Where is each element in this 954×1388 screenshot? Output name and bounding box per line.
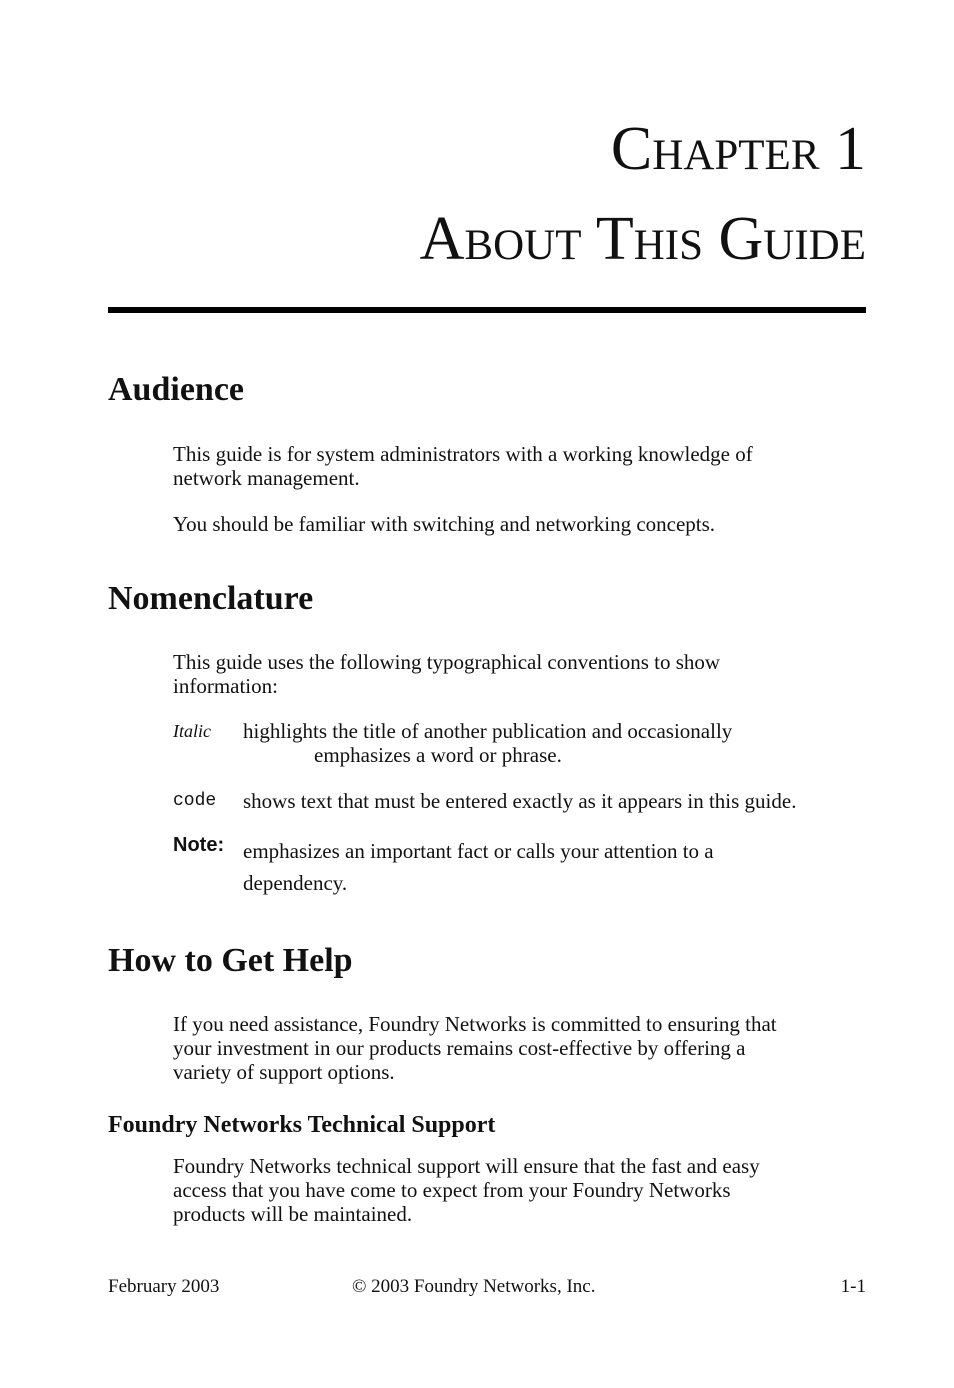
convention-desc-italic-line2: emphasizes a word or phrase.: [314, 743, 562, 767]
convention-desc-note-line2: dependency.: [243, 871, 348, 895]
help-p1-line1: If you need assistance, Foundry Networks is committed to ensuring that: [173, 1012, 777, 1036]
chapter-name: About This Guide: [419, 205, 866, 273]
convention-desc-note-line1: emphasizes an important fact or calls your attention to a: [243, 839, 714, 863]
support-paragraph: [173, 1154, 863, 1226]
nomenclature-intro-line2: information:: [173, 674, 278, 698]
convention-term-note: Note:: [173, 834, 225, 856]
nomenclature-intro-line1: This guide uses the following typographical conventions to show: [173, 650, 721, 674]
convention-term-italic: Italic: [173, 721, 211, 741]
convention-term-code: code: [173, 791, 217, 811]
convention-desc-note: [243, 835, 873, 899]
chapter-number: Chapter 1: [610, 115, 866, 183]
support-p1-line3: products will be maintained.: [173, 1202, 413, 1226]
chapter-divider: [108, 307, 866, 313]
convention-desc-italic-line1: highlights the title of another publication and occasionally: [243, 719, 733, 743]
audience-p1-line1: This guide is for system administrators with a working knowledge of: [173, 442, 753, 466]
help-heading: How to Get Help: [108, 942, 353, 979]
nomenclature-heading: Nomenclature: [108, 580, 314, 617]
audience-paragraph-2: You should be familiar with switching and networking concepts.: [173, 512, 716, 536]
audience-p1-line2: network management.: [173, 466, 360, 490]
footer-date: February 2003: [108, 1276, 220, 1297]
help-p1-line3: variety of support options.: [173, 1060, 395, 1084]
help-p1-line2: your investment in our products remains cost-effective by offering a: [173, 1036, 746, 1060]
convention-desc-italic: [243, 719, 873, 767]
support-p1-line2: access that you have come to expect from your Foundry Networks: [173, 1178, 731, 1202]
audience-paragraph-1: [173, 442, 863, 490]
help-paragraph: [173, 1012, 863, 1084]
chapter-title: [419, 115, 866, 298]
nomenclature-intro: [173, 650, 863, 698]
convention-desc-code: shows text that must be entered exactly as it appears in this guide.: [243, 789, 797, 813]
audience-heading: Audience: [108, 371, 244, 408]
support-p1-line1: Foundry Networks technical support will ensure that the fast and easy: [173, 1154, 760, 1178]
footer-page-number: 1-1: [840, 1276, 866, 1297]
support-heading: Foundry Networks Technical Support: [108, 1112, 496, 1138]
footer-copyright: © 2003 Foundry Networks, Inc.: [352, 1276, 596, 1297]
